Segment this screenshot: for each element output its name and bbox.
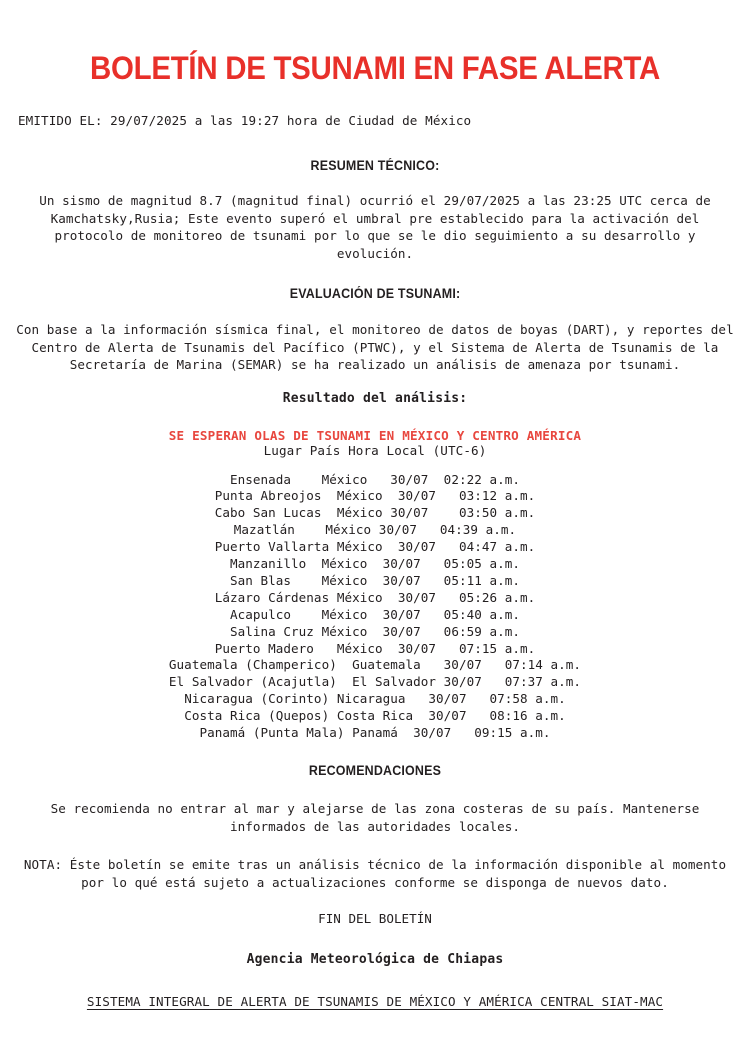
- table-row: Cabo San Lucas México 30/07 03:50 a.m.: [214, 505, 536, 521]
- table-column-headers: Lugar País Hora Local (UTC-6): [263, 442, 487, 458]
- table-row: Puerto Vallarta México 30/07 04:47 a.m.: [214, 539, 536, 555]
- tsunami-evaluation-body: Con base a la información sísmica final, el monitoreo de datos de boyas (DART), y reportes del Centro de Alerta de Tsunamis del Pacífico (PTWC), y el Sistema de Alerta de Tsunamis de la Secretaría de Marina (SEMAR) se ha realizado un análisis de amenaza por tsunami.: [16, 322, 734, 372]
- issued-timestamp: EMITIDO EL: 29/07/2025 a las 19:27 hora de Ciudad de México: [18, 113, 472, 128]
- table-row: Ensenada México 30/07 02:22 a.m.: [229, 471, 521, 487]
- table-row: Salina Cruz México 30/07 06:59 a.m.: [229, 623, 521, 639]
- table-row: Puerto Madero México 30/07 07:15 a.m.: [214, 640, 536, 656]
- table-row: Costa Rica (Quepos) Costa Rica 30/07 08:16 a.m.: [184, 708, 566, 724]
- table-row: El Salvador (Acajutla) El Salvador 30/07 07:37 a.m.: [168, 674, 582, 690]
- technical-summary-heading: RESUMEN TÉCNICO:: [310, 158, 440, 173]
- arrival-times-table: [0, 472, 750, 743]
- table-row: Mazatlán México 30/07 04:39 a.m.: [233, 522, 517, 538]
- end-of-bulletin: FIN DEL BOLETÍN: [318, 911, 432, 926]
- system-name: SISTEMA INTEGRAL DE ALERTA DE TSUNAMIS DE MÉXICO Y AMÉRICA CENTRAL SIAT-MAC: [86, 994, 664, 1009]
- recommendations-heading: RECOMENDACIONES: [308, 763, 442, 778]
- table-row: Panamá (Punta Mala) Panamá 30/07 09:15 a.m.: [199, 725, 551, 741]
- tsunami-evaluation-heading: EVALUACIÓN DE TSUNAMI:: [289, 286, 461, 301]
- table-row: Nicaragua (Corinto) Nicaragua 30/07 07:58 a.m.: [184, 691, 566, 707]
- table-row: Manzanillo México 30/07 05:05 a.m.: [229, 556, 521, 572]
- recommendations-body: Se recomienda no entrar al mar y alejarse de las zona costeras de su país. Mantenerse informados de las autoridades locales.: [50, 801, 700, 834]
- table-row: Lázaro Cárdenas México 30/07 05:26 a.m.: [214, 589, 536, 605]
- table-row: Acapulco México 30/07 05:40 a.m.: [229, 606, 521, 622]
- technical-summary-body: Un sismo de magnitud 8.7 (magnitud final) ocurrió el 29/07/2025 a las 23:25 UTC cerca de Kamchatsky,Rusia; Este evento superó el umbral pre establecido para la activación del protocolo de monitoreo de tsunami por lo que se le dio seguimiento a su desarrollo y evolución.: [39, 193, 711, 261]
- table-row: San Blas México 30/07 05:11 a.m.: [229, 572, 521, 588]
- recommendations-note: NOTA: Éste boletín se emite tras un análisis técnico de la información disponible al momento por lo qué está sujeto a actualizaciones conforme se disponga de nuevos dato.: [23, 857, 727, 890]
- analysis-result-heading: Resultado del análisis:: [282, 390, 468, 406]
- agency-name: Agencia Meteorológica de Chiapas: [246, 952, 504, 967]
- table-row: Guatemala (Champerico) Guatemala 30/07 07:14 a.m.: [168, 657, 582, 673]
- alert-banner: SE ESPERAN OLAS DE TSUNAMI EN MÉXICO Y CENTRO AMÉRICA: [168, 427, 582, 443]
- table-row: Punta Abreojos México 30/07 03:12 a.m.: [214, 488, 536, 504]
- page-title: BOLETÍN DE TSUNAMI EN FASE ALERTA: [90, 50, 660, 86]
